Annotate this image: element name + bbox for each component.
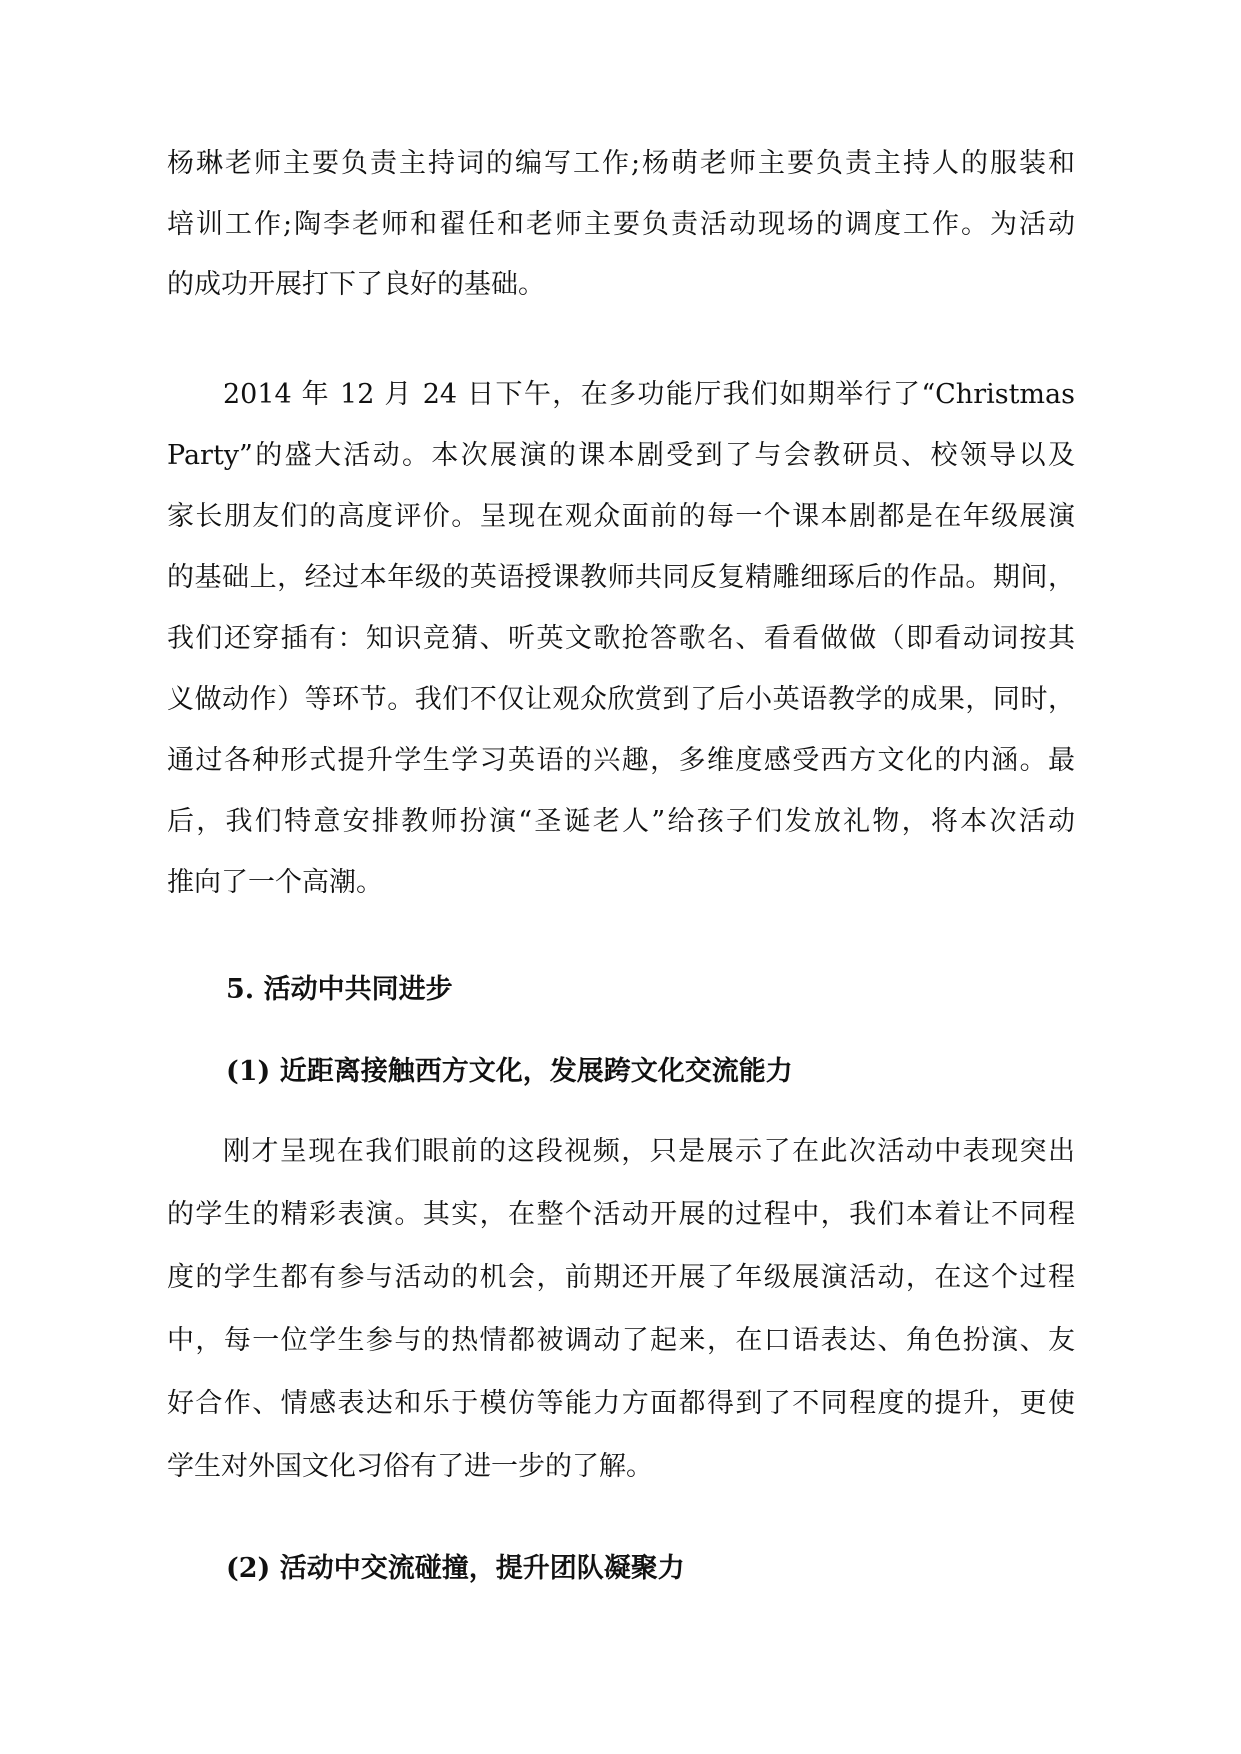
paragraph-3-line-5: 好合作、情感表达和乐于模仿等能力方面都得到了不同程度的提升，更使 [167,1388,1075,1419]
paragraph-1-line-1: 杨琳老师主要负责主持词的编写工作;杨萌老师主要负责主持人的服装和 [167,148,1075,179]
paragraph-2-line-2: Party”的盛大活动。本次展演的课本剧受到了与会教研员、校领导以及 [167,440,1075,471]
section-heading-5: 5. 活动中共同进步 [226,974,453,1005]
paragraph-2-line-9: 推向了一个高潮。 [167,867,383,898]
paragraph-2-line-8: 后，我们特意安排教师扮演“圣诞老人”给孩子们发放礼物，将本次活动 [167,806,1075,837]
paragraph-2-line-1: 2014 年 12 月 24 日下午，在多功能厅我们如期举行了“Christmas [223,379,1075,410]
paragraph-2-line-7: 通过各种形式提升学生学习英语的兴趣，多维度感受西方文化的内涵。最 [167,745,1075,776]
subheading-2: (2) 活动中交流碰撞，提升团队凝聚力 [226,1553,685,1584]
paragraph-2-line-5: 我们还穿插有：知识竞猜、听英文歌抢答歌名、看看做做（即看动词按其 [167,623,1075,654]
paragraph-3-line-3: 度的学生都有参与活动的机会，前期还开展了年级展演活动，在这个过程 [167,1262,1075,1293]
paragraph-3-line-6: 学生对外国文化习俗有了进一步的了解。 [167,1451,653,1482]
paragraph-2-line-4: 的基础上，经过本年级的英语授课教师共同反复精雕细琢后的作品。期间， [167,562,1075,593]
paragraph-3-line-4: 中，每一位学生参与的热情都被调动了起来，在口语表达、角色扮演、友 [167,1325,1075,1356]
paragraph-2-line-3: 家长朋友们的高度评价。呈现在观众面前的每一个课本剧都是在年级展演 [167,501,1075,532]
subheading-1: (1) 近距离接触西方文化，发展跨文化交流能力 [226,1056,793,1087]
paragraph-2-line-6: 义做动作）等环节。我们不仅让观众欣赏到了后小英语教学的成果，同时， [167,684,1075,715]
paragraph-1-line-2: 培训工作;陶李老师和翟任和老师主要负责活动现场的调度工作。为活动 [167,209,1075,240]
paragraph-3-line-1: 刚才呈现在我们眼前的这段视频，只是展示了在此次活动中表现突出 [223,1136,1075,1167]
paragraph-3-line-2: 的学生的精彩表演。其实，在整个活动开展的过程中，我们本着让不同程 [167,1199,1075,1230]
paragraph-1-line-3: 的成功开展打下了良好的基础。 [167,269,545,300]
